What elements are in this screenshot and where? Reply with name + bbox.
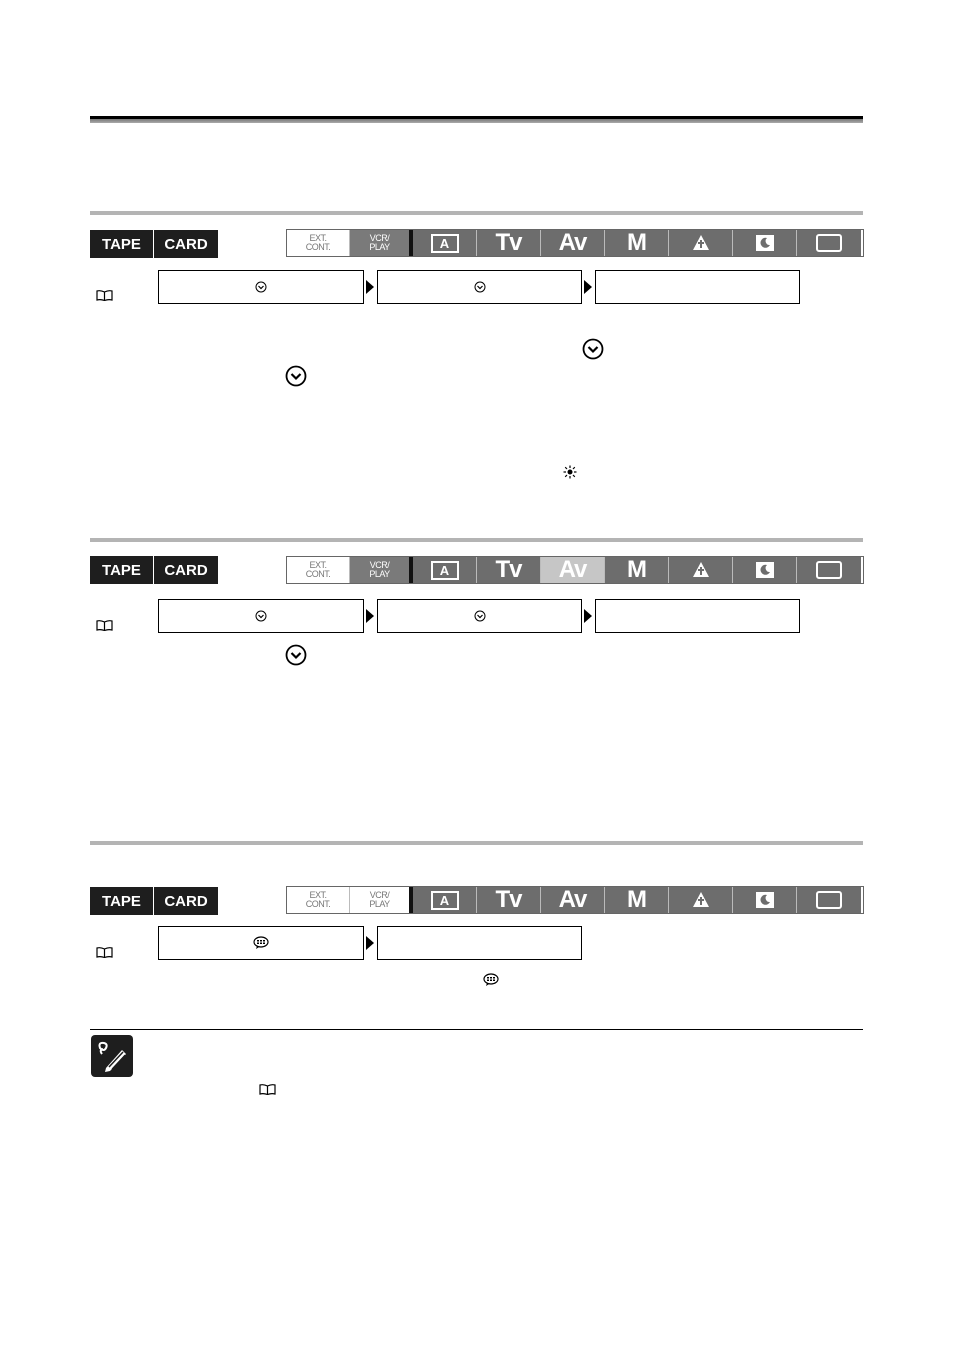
step-arrow <box>584 609 592 623</box>
book-icon <box>96 290 113 301</box>
section-3-rule <box>90 841 863 845</box>
ext-line2: CONT. <box>305 569 331 579</box>
av-label: Av <box>558 886 587 913</box>
ext-line1: EXT. <box>309 233 327 243</box>
func-select-icon <box>483 973 499 987</box>
ext-line1: EXT. <box>309 560 327 570</box>
tape-label: TAPE <box>90 887 154 915</box>
mode-tv <box>477 230 541 256</box>
mode-rect <box>797 230 861 256</box>
menu-step-1 <box>158 270 364 304</box>
mode-av-highlighted <box>541 557 605 583</box>
book-icon <box>96 620 113 631</box>
menu-step-2 <box>377 926 582 960</box>
section-1-tape-card-badge <box>90 230 218 258</box>
menu-step-3 <box>595 599 800 633</box>
mode-auto <box>413 557 477 583</box>
spotlight-icon <box>692 561 710 579</box>
select-dial-icon <box>582 338 604 360</box>
notes-rule <box>90 1029 863 1030</box>
step-arrow <box>584 280 592 294</box>
mode-rect <box>797 887 861 913</box>
tape-label: TAPE <box>90 556 154 584</box>
mode-ext-cont <box>287 230 350 256</box>
card-label: CARD <box>164 235 208 253</box>
vcr-line2: PLAY <box>369 569 390 579</box>
note-pencil-icon <box>91 1035 133 1077</box>
mode-night <box>733 557 797 583</box>
mode-av <box>541 887 605 913</box>
night-icon <box>756 892 774 908</box>
spotlight-icon <box>692 234 710 252</box>
section-2-mode-bar <box>286 556 864 584</box>
rect-icon <box>816 561 842 579</box>
step-arrow <box>366 280 374 294</box>
mode-night <box>733 887 797 913</box>
mode-av <box>541 230 605 256</box>
menu-step-2 <box>377 599 582 633</box>
night-icon <box>756 562 774 578</box>
mode-spotlight <box>669 557 733 583</box>
vcr-line1: VCR/ <box>369 560 390 570</box>
book-icon <box>259 1084 276 1095</box>
menu-step-2 <box>377 270 582 304</box>
step-arrow <box>366 936 374 950</box>
tape-label: TAPE <box>90 230 154 258</box>
mode-spotlight <box>669 887 733 913</box>
tv-label: Tv <box>495 556 522 583</box>
mode-tv <box>477 887 541 913</box>
tv-label: Tv <box>495 229 522 256</box>
menu-step-3 <box>595 270 800 304</box>
mode-ext-cont <box>287 557 350 583</box>
ext-line1: EXT. <box>309 890 327 900</box>
section-2-rule <box>90 538 863 542</box>
section-1-rule <box>90 211 863 215</box>
menu-step-1 <box>158 599 364 633</box>
vcr-line2: PLAY <box>369 242 390 252</box>
ext-line2: CONT. <box>305 899 331 909</box>
sun-icon <box>563 465 577 479</box>
spotlight-icon <box>692 891 710 909</box>
step-arrow <box>366 609 374 623</box>
mode-m <box>605 230 669 256</box>
auto-icon: A <box>431 561 459 580</box>
select-dial-icon <box>285 644 307 666</box>
section-3-tape-card-badge <box>90 887 218 915</box>
mode-vcr-play <box>350 557 413 583</box>
section-2-tape-card-badge <box>90 556 218 584</box>
menu-step-1 <box>158 926 364 960</box>
menu-select-icon <box>474 610 486 622</box>
mode-auto <box>413 887 477 913</box>
section-3-mode-bar <box>286 886 864 914</box>
mode-m <box>605 557 669 583</box>
vcr-line1: VCR/ <box>369 233 390 243</box>
mode-m <box>605 887 669 913</box>
mode-night <box>733 230 797 256</box>
auto-icon: A <box>431 234 459 253</box>
func-select-icon <box>253 936 269 950</box>
card-label: CARD <box>164 892 208 910</box>
auto-icon: A <box>431 891 459 910</box>
mode-tv <box>477 557 541 583</box>
m-label: M <box>627 556 646 583</box>
select-dial-icon <box>285 365 307 387</box>
book-icon <box>96 947 113 958</box>
menu-select-icon <box>474 281 486 293</box>
rect-icon <box>816 234 842 252</box>
mode-vcr-play <box>350 887 413 913</box>
mode-vcr-play <box>350 230 413 256</box>
vcr-line1: VCR/ <box>369 890 390 900</box>
header-rule <box>90 116 863 123</box>
mode-rect <box>797 557 861 583</box>
av-label: Av <box>558 556 587 583</box>
card-label: CARD <box>164 561 208 579</box>
m-label: M <box>627 886 646 913</box>
section-1-mode-bar <box>286 229 864 257</box>
av-label: Av <box>558 229 587 256</box>
rect-icon <box>816 891 842 909</box>
night-icon <box>756 235 774 251</box>
menu-select-icon <box>255 281 267 293</box>
mode-spotlight <box>669 230 733 256</box>
mode-ext-cont <box>287 887 350 913</box>
mode-auto <box>413 230 477 256</box>
menu-select-icon <box>255 610 267 622</box>
ext-line2: CONT. <box>305 242 331 252</box>
vcr-line2: PLAY <box>369 899 390 909</box>
m-label: M <box>627 229 646 256</box>
tv-label: Tv <box>495 886 522 913</box>
